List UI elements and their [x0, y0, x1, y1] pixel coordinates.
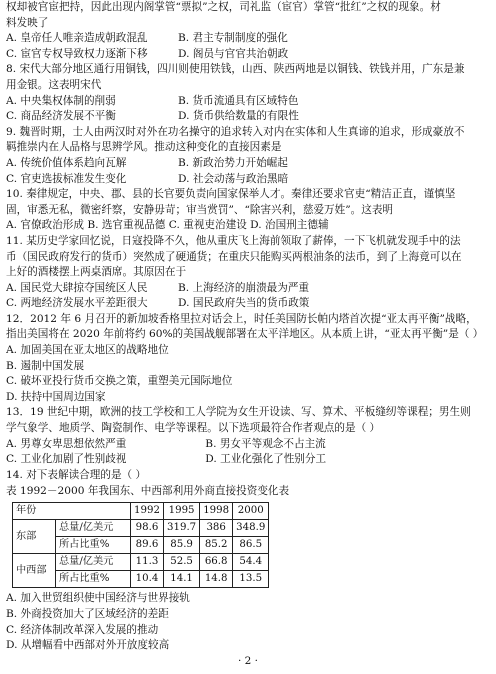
q7-options-row-2	[6, 47, 490, 63]
q14-option-c[interactable]: C. 经济体制改革深入发展的推动	[6, 623, 159, 636]
q10-stem-line: 固，审悉无私，微密纤察，安静毋苛；审当赏罚”、“除害兴利，慈爱万姓”。这表明	[6, 203, 394, 216]
q8-stem-line: 8. 宋代大部分地区通行用铜钱，四川则使用铁钱，山西、陕西两地是以铜钱、铁钱并用，广东是兼	[6, 63, 465, 76]
value-cell: 89.6	[131, 537, 164, 554]
q7-option-a[interactable]: A. 皇帝任人唯亲造成朝政混乱	[6, 32, 148, 45]
q9-stem-line: 9. 魏晋时期，士人由两汉时对外在功名操守的追求转入对内在实体和人生真谛的追求，形成豪放不	[6, 125, 465, 138]
passage-line: 料发映了	[6, 16, 49, 29]
q10-options[interactable]: A. 官僚政治形成 B. 选官重视品德 C. 重视吏治建设 D. 治国刑主德辅	[6, 219, 329, 232]
q7-option-d[interactable]: D. 阁员与官官共治朝政	[178, 47, 289, 60]
value-cell: 86.5	[233, 537, 269, 554]
q13-stem-line: 13．19 世纪中期，欧洲的技工学校和工人学院为女生开设读、写、算术、平板缝纫等课程；男生则	[6, 406, 471, 419]
q12-option-b[interactable]: B. 遏制中国发展	[6, 359, 85, 372]
passage-line: 权却被官宦把持，因此出现内阁掌管“票拟”之权，司礼监（宦官）掌管“批红”之权的现象。材	[6, 1, 441, 13]
q13-option-b[interactable]: B. 男女平等观念不占主流	[205, 437, 326, 450]
q11-stem-line: 11. 某历史学家回忆说，日寇投降不久，他从重庆飞上海前领取了薪俸，一下飞机就发现手中的法	[6, 234, 461, 247]
q11-stem-line: 上好的酒楼摆上两桌酒席。其原因在于	[6, 266, 187, 279]
value-cell: 14.1	[164, 571, 200, 588]
q8-options-row-1	[6, 94, 490, 110]
q7-option-c[interactable]: C. 宦官专权导致权力逐渐下移	[6, 47, 148, 60]
q11-options-row-2	[6, 296, 490, 312]
q11-option-b[interactable]: B. 上海经济的崩溃最为严重	[178, 281, 310, 294]
q14-option-a[interactable]: A. 加入世贸组织使中国经济与世界接轨	[6, 592, 190, 605]
q8-stem-line: 用金银。这表明宋代	[6, 78, 102, 91]
q11-options-row-1	[6, 281, 490, 297]
q13-options-row-2	[6, 452, 490, 468]
q14-option-b[interactable]: B. 外商投资加大了区域经济的差距	[6, 608, 169, 620]
value-cell: 66.8	[200, 554, 233, 571]
q11-option-a[interactable]: A. 国民党大肆掠夺国统区人民	[6, 281, 148, 294]
region-cell: 中西部	[13, 554, 56, 588]
year-header: 2000	[233, 503, 269, 520]
metric-cell: 所占比重%	[56, 537, 131, 554]
q12-stem-line: 12．2012 年 6 月召开的新加坡香格里拉对话会上，时任美国防长帕内塔首次提“亚太再平衡”战略，	[6, 312, 477, 325]
value-cell: 386	[200, 520, 233, 537]
q14-option-d[interactable]: D. 从增幅看中西部对外开放度较高	[6, 639, 170, 652]
value-cell: 348.9	[233, 520, 269, 537]
exam-page	[6, 0, 490, 654]
q9-options-row-1	[6, 156, 490, 172]
q11-stem-line: 币（国民政府发行的货币）突然成了硬通货；在重庆只能购买两根油条的法币，到了上海竟可以在	[6, 250, 462, 263]
q12-stem-line: 指出美国将在 2020 年前将约 60%的美国战舰部署在太平洋地区。从本质上讲，“亚太再平衡”是（ ）	[6, 328, 484, 341]
year-header: 1995	[164, 503, 200, 520]
q8-option-b[interactable]: B. 货币流通具有区域特色	[178, 94, 299, 107]
q9-option-d[interactable]: D. 社会动荡与政治黑暗	[178, 172, 289, 185]
q7-options-row-1	[6, 31, 490, 47]
q10-stem-line: 10. 秦律规定，中央、郡、县的长官要负责向国家保举人才。秦律还要求官吏“精洁正直，谨慎坚	[6, 188, 456, 201]
q8-option-a[interactable]: A. 中央集权体制的削弱	[6, 94, 116, 107]
q9-option-a[interactable]: A. 传统价值体系趋向瓦解	[6, 156, 127, 169]
q11-option-c[interactable]: C. 两地经济发展水平差距很大	[6, 297, 148, 310]
value-cell: 11.3	[131, 554, 164, 571]
q13-options-row-1	[6, 437, 490, 453]
q9-options-row-2	[6, 172, 490, 188]
value-cell: 52.5	[164, 554, 200, 571]
year-label: 年份	[13, 503, 131, 520]
year-header: 1992	[131, 503, 164, 520]
q12-option-a[interactable]: A. 加固美国在亚太地区的战略地位	[6, 344, 169, 357]
value-cell: 13.5	[233, 571, 269, 588]
value-cell: 85.9	[164, 537, 200, 554]
table-header-row	[13, 503, 269, 520]
q9-option-b[interactable]: B. 新政治势力开始崛起	[178, 156, 288, 169]
q12-option-c[interactable]: C. 破坏亚投行货币交换之策，重塑美元国际地位	[6, 375, 233, 388]
table-caption: 表 1992－2000 年我国东、中西部利用外商直接投资变化表	[6, 485, 290, 498]
value-cell: 54.4	[233, 554, 269, 571]
value-cell: 10.4	[131, 571, 164, 588]
q8-option-d[interactable]: D. 货币供给数量的有限性	[178, 110, 299, 123]
metric-cell: 总量/亿美元	[56, 520, 131, 537]
fdi-table	[12, 502, 269, 588]
q13-stem-line: 学气象学、地质学、陶瓷制作、电学等课程。以下选项最符合作者观点的是（ ）	[6, 422, 381, 435]
page-number: · 2 ·	[237, 655, 259, 667]
table-row	[13, 520, 269, 537]
region-cell: 东部	[13, 520, 56, 554]
metric-cell: 所占比重%	[56, 571, 131, 588]
q7-option-b[interactable]: B. 君主专制制度的强化	[178, 32, 288, 45]
q12-option-d[interactable]: D. 扶持中国周边国家	[6, 390, 106, 403]
year-header: 1998	[200, 503, 233, 520]
metric-cell: 总量/亿美元	[56, 554, 131, 571]
value-cell: 98.6	[131, 520, 164, 537]
q8-options-row-2	[6, 109, 490, 125]
value-cell: 319.7	[164, 520, 200, 537]
q13-option-c[interactable]: C. 工业化加剧了性别歧视	[6, 453, 127, 466]
table-row	[13, 554, 269, 571]
q8-option-c[interactable]: C. 商品经济发展不平衡	[6, 110, 116, 123]
q9-stem-line: 羁推崇内在人品格与思辨学风。推动这种变化的直接因素是	[6, 141, 282, 154]
value-cell: 85.2	[200, 537, 233, 554]
q13-option-d[interactable]: D. 工业化强化了性别分工	[205, 453, 327, 466]
q13-option-a[interactable]: A. 男尊女卑思想依然严重	[6, 437, 127, 450]
q14-stem-line: 14. 对下表解读合理的是（ ）	[6, 468, 147, 481]
q11-option-d[interactable]: D. 国民政府失当的货币政策	[178, 297, 310, 310]
value-cell: 14.8	[200, 571, 233, 588]
q9-option-c[interactable]: C. 官吏选拔标准发生变化	[6, 172, 127, 185]
